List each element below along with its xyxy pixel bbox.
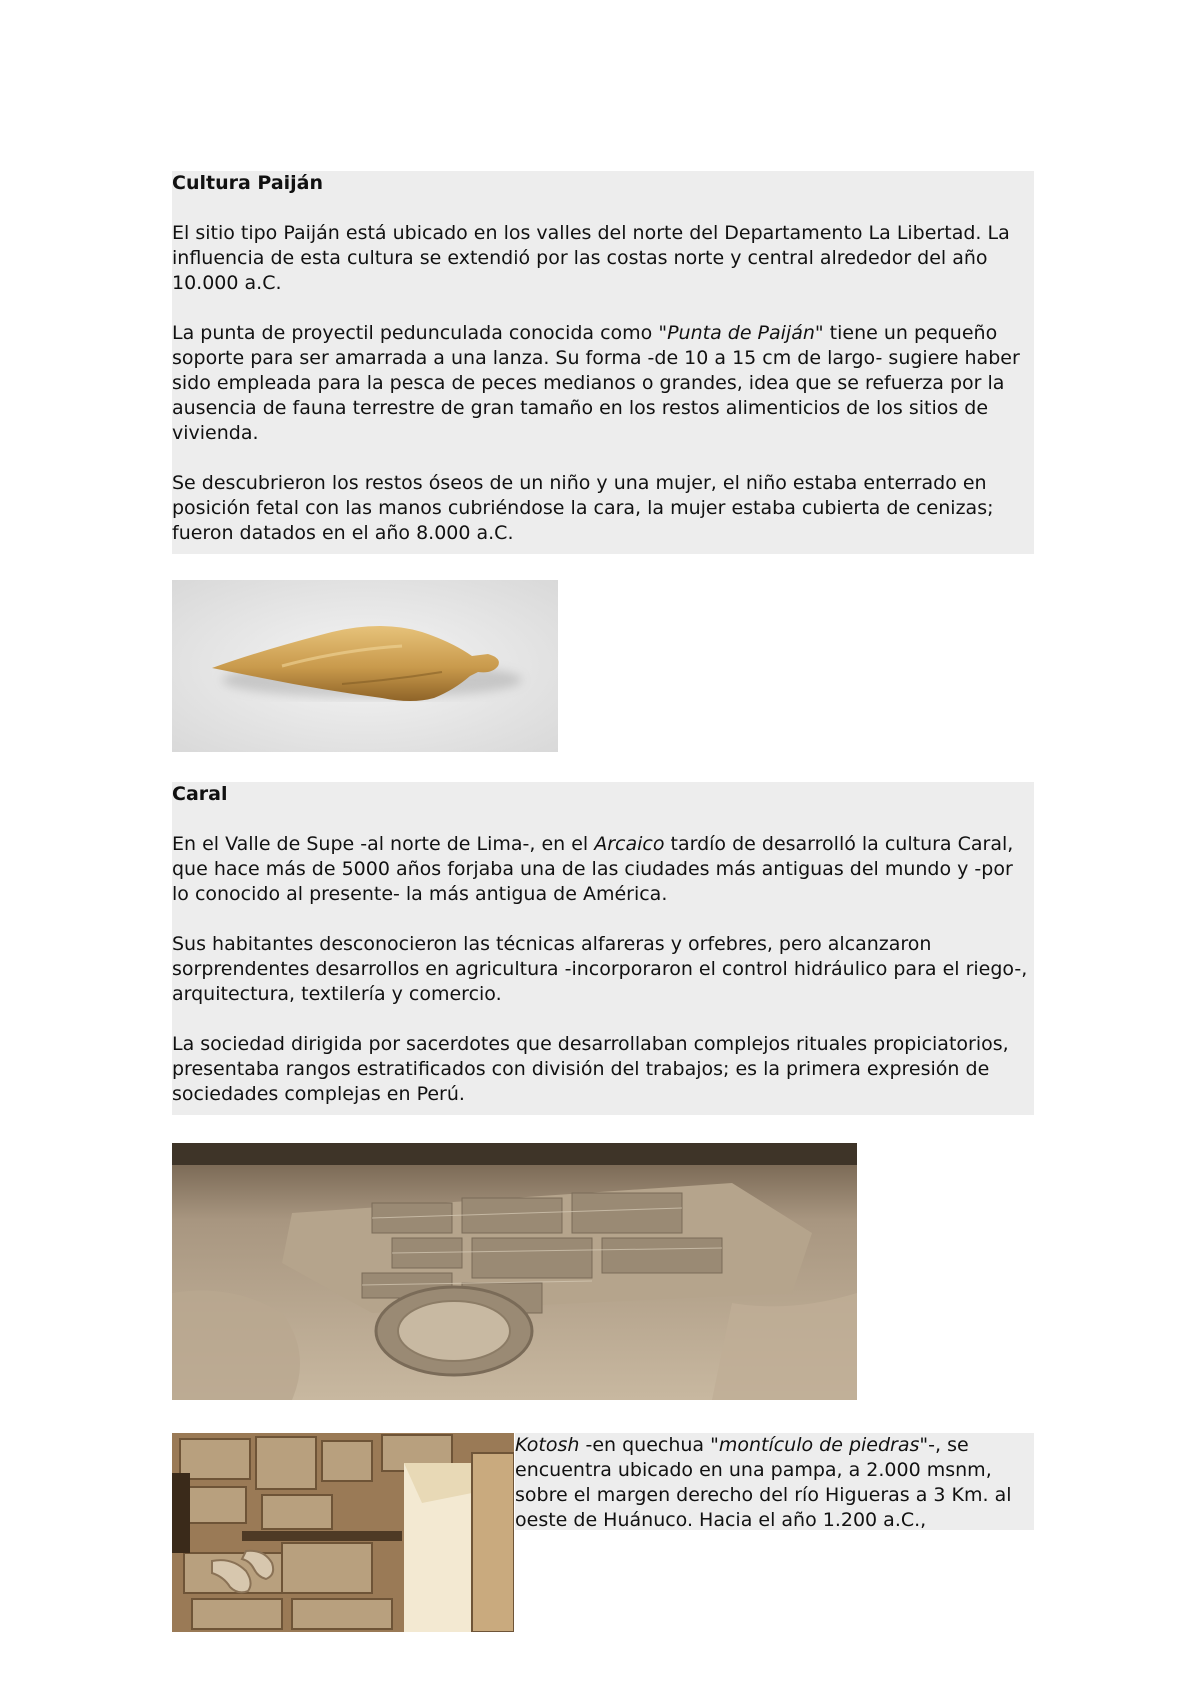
- paijan-paragraph-2: La punta de proyectil pedunculada conocida como "Punta de Paiján" tiene un pequeño soporte para ser amarrada a una lanza. Su forma -de 10 a 15 cm de largo- sugiere haber sido empleada para la pesca de peces medianos o grandes, idea que se refuerza por la ausencia de fauna terrestre de gran tamaño en los restos alimenticios de los sitios de vivienda.: [172, 322, 1020, 444]
- kotosh-section: [515, 1433, 1034, 1530]
- caral-paragraph-3: La sociedad dirigida por sacerdotes que desarrollaban complejos rituales propiciatorios, presentaba rangos estratificados con división del trabajos; es la primera expresión de sociedades complejas en Perú.: [172, 1033, 1009, 1105]
- caral-aerial-image: [172, 1143, 857, 1400]
- kotosh-crossed-hands-image: [172, 1433, 514, 1632]
- caral-paragraph-2: Sus habitantes desconocieron las técnicas alfareras y orfebres, pero alcanzaron sorprendentes desarrollos en agricultura -incorporaron el control hidráulico para el riego-, arquitectura, textilería y comercio.: [172, 933, 1028, 1005]
- paijan-section: [172, 171, 1034, 554]
- paijan-title: Cultura Paiján: [172, 172, 324, 194]
- caral-paragraph-1: En el Valle de Supe -al norte de Lima-, en el Arcaico tardío de desarrolló la cultura Caral, que hace más de 5000 años forjaba una de las ciudades más antiguas del mundo y -por lo conocido al presente- la más antigua de América.: [172, 833, 1014, 905]
- caral-title: Caral: [172, 783, 228, 805]
- projectile-point-image: [172, 580, 558, 752]
- paijan-paragraph-3: Se descubrieron los restos óseos de un niño y una mujer, el niño estaba enterrado en posición fetal con las manos cubriéndose la cara, la mujer estaba cubierta de cenizas; fueron datados en el año 8.000 a.C.: [172, 472, 994, 544]
- kotosh-paragraph: Kotosh -en quechua "montículo de piedras"-, se encuentra ubicado en una pampa, a 2.000 msnm, sobre el margen derecho del río Higueras a 3 Km. al oeste de Huánuco. Hacia el año 1.200 a.C.,: [515, 1434, 1012, 1531]
- caral-section: [172, 782, 1034, 1115]
- paijan-paragraph-1: El sitio tipo Paiján está ubicado en los valles del norte del Departamento La Libertad. La influencia de esta cultura se extendió por las costas norte y central alrededor del año 10.000 a.C.: [172, 222, 1010, 294]
